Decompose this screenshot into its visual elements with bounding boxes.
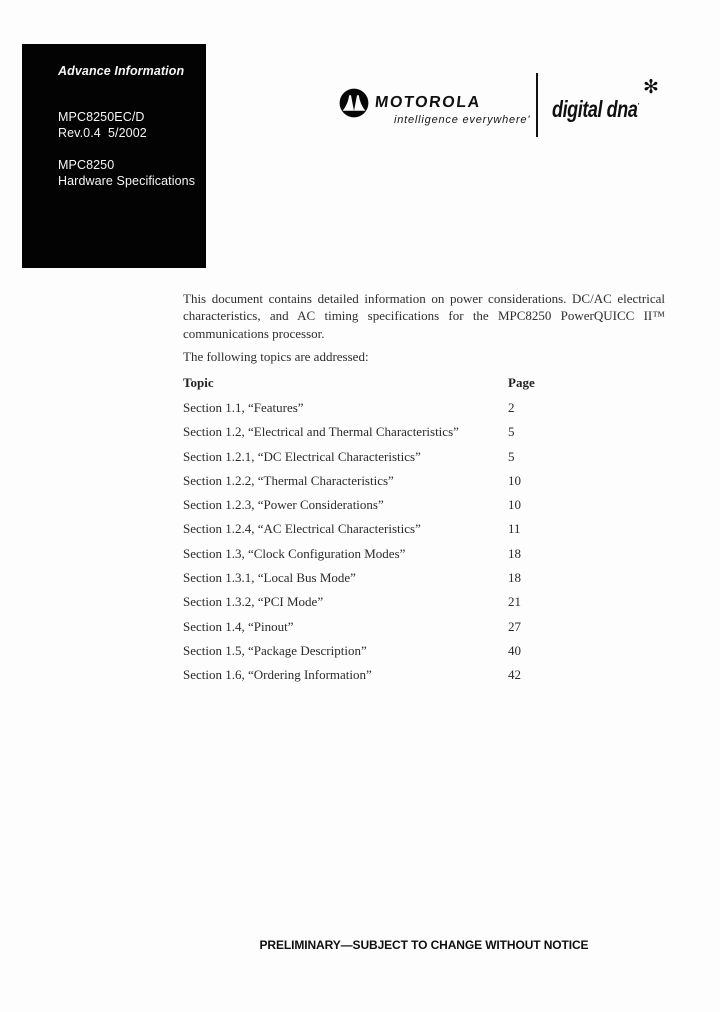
digitaldna-logo	[552, 96, 640, 123]
toc-topic: Section 1.5, “Package Description”	[183, 642, 367, 658]
intro-paragraph	[183, 290, 665, 342]
intro-line: This document contains detailed information on power considerations. DC/AC electrical	[183, 291, 665, 306]
toc-row	[183, 449, 603, 473]
toc-page-header: Page	[508, 375, 535, 390]
toc-page: 5	[508, 448, 515, 464]
toc-row	[183, 594, 603, 618]
toc-topic: Section 1.2.3, “Power Considerations”	[183, 497, 384, 513]
toc-row	[183, 667, 603, 691]
toc-row	[183, 570, 603, 594]
topics-lead-text: The following topics are addressed:	[183, 349, 369, 364]
toc-page: 27	[508, 618, 521, 634]
toc-row	[183, 400, 603, 424]
toc-page: 40	[508, 642, 521, 658]
product-name: MPC8250	[58, 158, 115, 172]
toc-topic: Section 1.4, “Pinout”	[183, 618, 294, 634]
toc-page: 10	[508, 497, 521, 513]
toc-row	[183, 497, 603, 521]
toc-topic: Section 1.2.1, “DC Electrical Characteristics”	[183, 448, 421, 464]
toc-topic: Section 1.2.4, “AC Electrical Characteristics”	[183, 521, 421, 537]
document-subtitle: Hardware Specifications	[58, 174, 196, 188]
motorola-batwing-icon	[339, 88, 369, 118]
motorola-wordmark: MOTOROLA	[374, 94, 482, 111]
toc-header-row	[183, 375, 603, 400]
toc-page: 21	[508, 594, 521, 610]
starburst-icon: ✻	[643, 76, 659, 98]
advance-information-label: Advance Information	[58, 64, 185, 78]
toc-topic: Section 1.1, “Features”	[183, 400, 304, 415]
toc-page: 18	[508, 570, 521, 586]
toc-row	[183, 643, 603, 667]
toc-topic-header: Topic	[183, 375, 214, 390]
toc-topic: Section 1.6, “Ordering Information”	[183, 667, 372, 683]
toc-row	[183, 473, 603, 497]
toc-topic: Section 1.3.2, “PCI Mode”	[183, 594, 324, 610]
intro-line: communications processor.	[183, 325, 325, 341]
toc-page: 42	[508, 667, 521, 683]
toc-row	[183, 546, 603, 570]
toc-page: 18	[508, 545, 521, 561]
digitaldna-tm-dot: ·	[637, 99, 640, 109]
toc-page: 5	[508, 424, 515, 440]
digitaldna-text: digital dna	[552, 96, 638, 122]
toc-row	[183, 424, 603, 448]
brand-divider-line	[536, 73, 538, 137]
toc-row	[183, 521, 603, 545]
document-number: MPC8250EC/D	[58, 110, 145, 124]
toc-page: 2	[508, 400, 515, 415]
toc-topic: Section 1.3, “Clock Configuration Modes”	[183, 545, 406, 561]
cover-info-box	[22, 44, 206, 268]
toc-topic: Section 1.2, “Electrical and Thermal Characteristics”	[183, 424, 459, 440]
toc-topic: Section 1.3.1, “Local Bus Mode”	[183, 570, 356, 586]
motorola-tagline: intelligence everywhere'	[394, 114, 531, 126]
intro-line: characteristics, and AC timing specifications for the MPC8250 PowerQUICC II™	[183, 308, 665, 324]
revision-date: Rev.0.4 5/2002	[58, 126, 147, 140]
preliminary-notice: PRELIMINARY—SUBJECT TO CHANGE WITHOUT NOTICE	[259, 938, 589, 952]
toc-row	[183, 619, 603, 643]
toc-page: 11	[508, 521, 521, 537]
table-of-contents	[183, 375, 603, 692]
toc-topic: Section 1.2.2, “Thermal Characteristics”	[183, 472, 394, 488]
toc-page: 10	[508, 472, 521, 488]
